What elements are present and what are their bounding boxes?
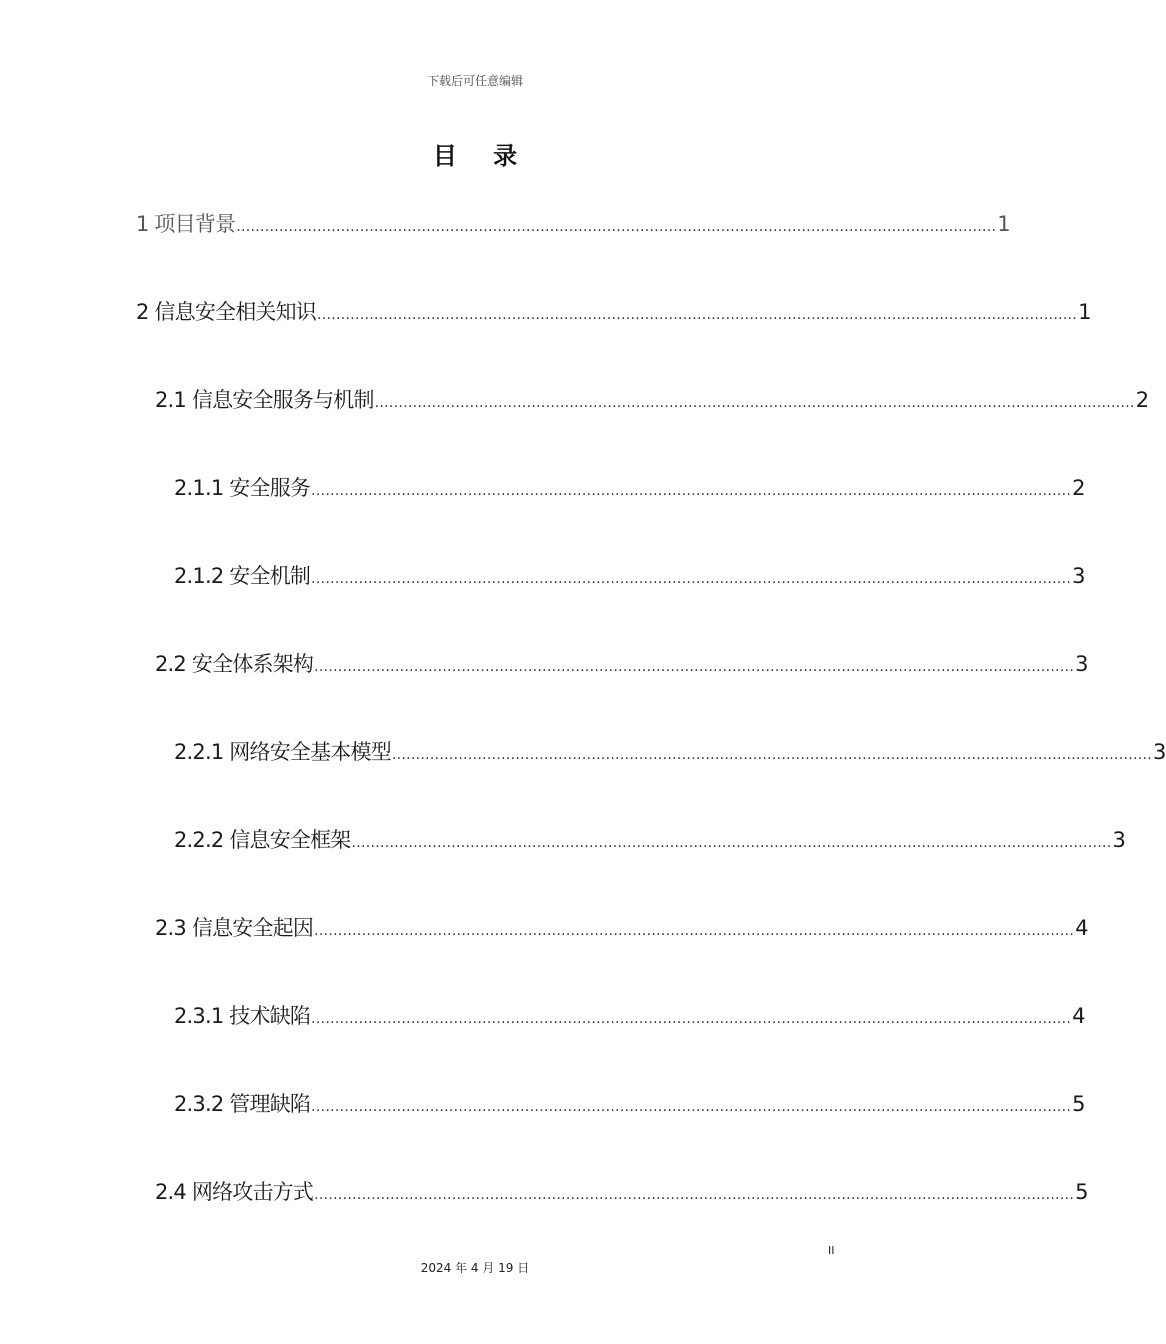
toc-entry-page: 2 — [1072, 476, 1085, 500]
toc-entry-label: 2.3.2 管理缺陷 — [174, 1092, 311, 1116]
toc-entry-label: 2.1.1 安全服务 — [174, 476, 311, 500]
toc-entry-2[interactable] — [136, 297, 1091, 327]
toc-entry-page: 4 — [1075, 916, 1088, 940]
toc-entry-2-1-2[interactable] — [174, 561, 1085, 591]
toc-leader-dots: ................................................................................................................................................................ — [311, 1099, 1072, 1115]
toc-entry-2-2[interactable] — [155, 649, 1088, 679]
toc-entry-label: 2.2 安全体系架构 — [155, 652, 314, 676]
toc-leader-dots: ................................................................................................................................................................ — [311, 571, 1072, 587]
toc-entry-page: 2 — [1135, 388, 1149, 412]
toc-entry-2-1-1[interactable] — [174, 473, 1085, 503]
toc-entry-page: 3 — [1072, 564, 1085, 588]
toc-entry-2-2-2[interactable] — [174, 825, 1126, 855]
toc-leader-dots: ................................................................................................................................................................ — [351, 835, 1112, 851]
toc-leader-dots: ................................................................................................................................................................ — [236, 219, 997, 235]
toc-entry-1[interactable] — [136, 209, 1010, 239]
toc-leader-dots: ................................................................................................................................................................ — [311, 1011, 1072, 1027]
page-title: 目 录 — [432, 142, 532, 170]
toc-leader-dots: ................................................................................................................................................................ — [314, 659, 1075, 675]
toc-entry-label: 2 信息安全相关知识 — [136, 300, 317, 324]
toc-leader-dots: ................................................................................................................................................................ — [374, 395, 1135, 411]
toc-leader-dots: ................................................................................................................................................................ — [314, 923, 1075, 939]
toc-entry-label: 2.1.2 安全机制 — [174, 564, 311, 588]
toc-entry-page: 4 — [1072, 1004, 1085, 1028]
toc-entry-page: 3 — [1112, 828, 1126, 852]
toc-entry-page: 1 — [997, 212, 1010, 236]
toc-leader-dots: ................................................................................................................................................................ — [314, 1187, 1075, 1203]
toc-entry-label: 2.2.2 信息安全框架 — [174, 828, 351, 852]
toc-leader-dots: ................................................................................................................................................................ — [391, 747, 1152, 763]
toc-entry-2-4[interactable] — [155, 1177, 1088, 1207]
toc-entry-label: 2.3 信息安全起因 — [155, 916, 314, 940]
toc-leader-dots: ................................................................................................................................................................ — [317, 307, 1078, 323]
toc-entry-2-3[interactable] — [155, 913, 1088, 943]
toc-entry-2-3-1[interactable] — [174, 1001, 1085, 1031]
toc-entry-label: 2.1 信息安全服务与机制 — [155, 388, 374, 412]
toc-entry-page: 3 — [1152, 740, 1166, 764]
toc-entry-label: 2.2.1 网络安全基本模型 — [174, 740, 391, 764]
toc-entry-page: 3 — [1075, 652, 1088, 676]
toc-entry-2-1[interactable] — [155, 385, 1149, 415]
toc-entry-page: 5 — [1075, 1180, 1088, 1204]
page-number: II — [828, 1244, 835, 1257]
toc-entry-label: 1 项目背景 — [136, 212, 236, 236]
header-note: 下载后可任意编辑 — [426, 74, 523, 88]
toc-entry-page: 5 — [1072, 1092, 1085, 1116]
footer-date: 2024 年 4 月 19 日 — [420, 1261, 530, 1275]
toc-entry-2-2-1[interactable] — [174, 737, 1166, 767]
toc-entry-page: 1 — [1078, 300, 1091, 324]
toc-leader-dots: ................................................................................................................................................................ — [311, 483, 1072, 499]
toc-entry-label: 2.4 网络攻击方式 — [155, 1180, 314, 1204]
toc-entry-2-3-2[interactable] — [174, 1089, 1085, 1119]
toc-entry-label: 2.3.1 技术缺陷 — [174, 1004, 311, 1028]
